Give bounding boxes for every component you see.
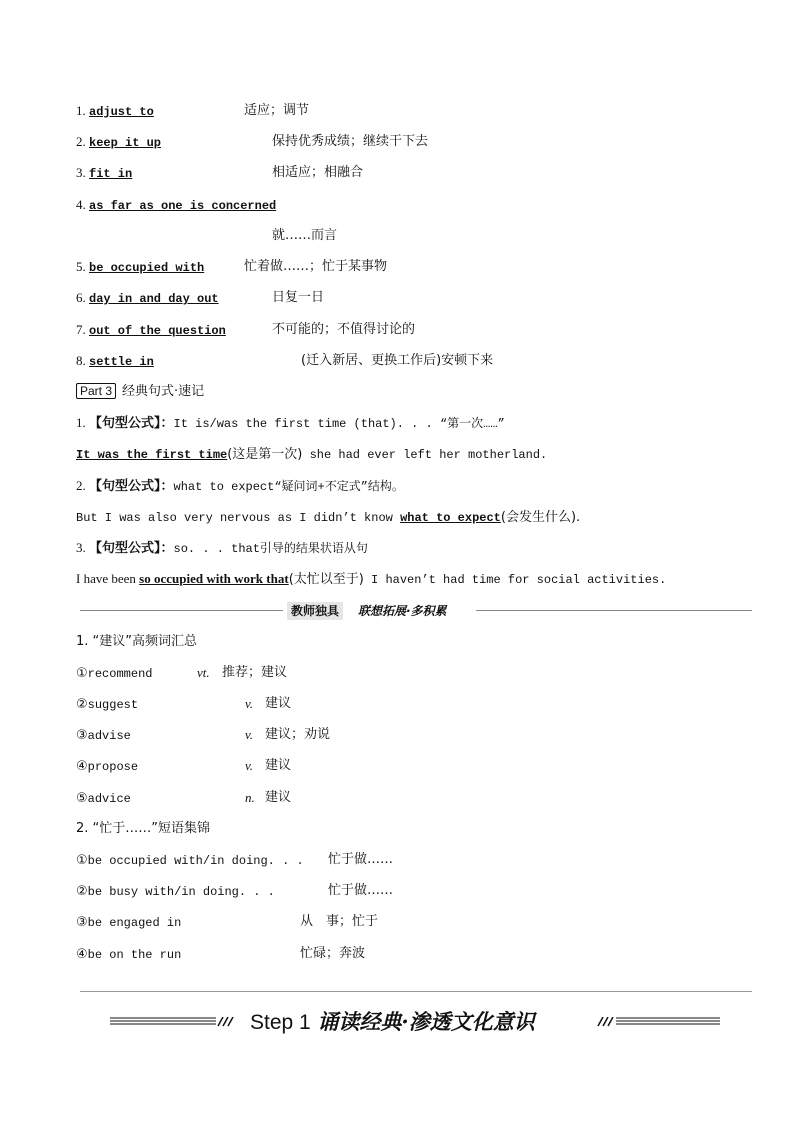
word-meaning: 推荐；建议 bbox=[222, 665, 288, 680]
step-label: Step 1 bbox=[250, 1011, 311, 1034]
part3-header bbox=[76, 382, 204, 401]
pattern-formula: 1. 【句型公式】：It is/was the first time (that). . . “第一次……” bbox=[76, 415, 505, 431]
phrase-meaning: 忙碌；奔波 bbox=[300, 946, 366, 961]
phrase-item: 8. settle in bbox=[76, 353, 154, 369]
phrase-text: out of the question bbox=[89, 324, 226, 338]
phrase-meaning: 适应；调节 bbox=[244, 103, 310, 118]
phrase-item: 5. be occupied with bbox=[76, 259, 205, 275]
part-of-speech: vt. bbox=[197, 665, 210, 680]
phrase-text: day in and day out bbox=[89, 292, 219, 306]
part-of-speech: v. bbox=[245, 696, 254, 711]
pattern-formula-text: so. . . that引导的结果状语从句 bbox=[173, 542, 368, 556]
list-item: ④be on the run bbox=[76, 947, 182, 962]
list-item: ⑤advice bbox=[76, 791, 131, 806]
list-item: ①recommend bbox=[76, 666, 153, 681]
part-badge: Part 3 bbox=[76, 383, 116, 399]
step-subtitle: 诵读经典·渗透文化意识 bbox=[317, 1009, 535, 1034]
teacher-label: 教师独具 bbox=[287, 602, 343, 620]
phrase-text: keep it up bbox=[89, 136, 162, 150]
phrase-text: fit in bbox=[89, 167, 133, 181]
divider-left bbox=[80, 610, 283, 611]
phrase-meaning: 忙于做…… bbox=[328, 883, 394, 898]
pattern-formula: 3. 【句型公式】：so. . . that引导的结果状语从句 bbox=[76, 540, 368, 556]
phrase-item: 7. out of the question bbox=[76, 322, 226, 338]
bottom-rule bbox=[80, 991, 752, 992]
word-meaning: 建议；劝说 bbox=[265, 727, 331, 742]
phrase-meaning: 不可能的；不值得讨论的 bbox=[272, 322, 416, 337]
pattern-key: It was the first time bbox=[76, 448, 228, 462]
section1-heading: 1. “建议”高频词汇总 bbox=[76, 634, 198, 649]
phrase-meaning: (迁入新居、更换工作后)安顿下来 bbox=[301, 353, 494, 368]
phrase-meaning: 就……而言 bbox=[272, 228, 338, 243]
stripes-right bbox=[596, 1017, 722, 1027]
part-of-speech: n. bbox=[245, 790, 255, 805]
phrase-meaning: 保持优秀成绩；继续干下去 bbox=[272, 134, 429, 149]
part-of-speech: v. bbox=[245, 758, 254, 773]
step-title bbox=[250, 1008, 535, 1037]
list-item: ①be occupied with/in doing. . . bbox=[76, 853, 304, 868]
phrase-item: 2. keep it up bbox=[76, 134, 162, 150]
phrase-meaning: 相适应；相融合 bbox=[272, 165, 364, 180]
word-meaning: 建议 bbox=[265, 758, 292, 773]
phrase-text: adjust to bbox=[89, 105, 154, 119]
pattern-example: It was the first time(这是第一次) she had ever left her motherland. bbox=[76, 447, 548, 462]
phrase-text: settle in bbox=[89, 355, 154, 369]
phrase-item: 3. fit in bbox=[76, 165, 133, 181]
pattern-label: 【句型公式】： bbox=[89, 479, 174, 494]
pattern-example: But I was also very nervous as I didn’t know what to expect(会发生什么). bbox=[76, 510, 581, 525]
divider-right bbox=[476, 610, 752, 611]
pattern-key: so occupied with work that bbox=[139, 571, 289, 586]
list-item: ②be busy with/in doing. . . bbox=[76, 884, 275, 899]
word-meaning: 建议 bbox=[265, 696, 292, 711]
phrase-text: as far as one is concerned bbox=[89, 199, 277, 213]
word-meaning: 建议 bbox=[265, 790, 292, 805]
section2-heading: 2. “忙于……”短语集锦 bbox=[76, 821, 211, 836]
list-item: ③advise bbox=[76, 728, 131, 743]
stripes-left bbox=[110, 1017, 236, 1027]
phrase-meaning: 从 事；忙于 bbox=[300, 914, 379, 929]
pattern-key: what to expect bbox=[400, 511, 501, 525]
part-title: 经典句式·速记 bbox=[122, 384, 205, 399]
part-of-speech: v. bbox=[245, 727, 254, 742]
pattern-formula-text: It is/was the first time (that). . . “第一次……” bbox=[173, 417, 505, 431]
phrase-text: be occupied with bbox=[89, 261, 205, 275]
list-item: ②suggest bbox=[76, 697, 139, 712]
phrase-item: 6. day in and day out bbox=[76, 290, 219, 306]
pattern-formula-text: what to expect“疑问词+不定式”结构。 bbox=[173, 480, 404, 494]
pattern-label: 【句型公式】： bbox=[89, 416, 174, 431]
phrase-meaning: 忙于做…… bbox=[328, 852, 394, 867]
pattern-label: 【句型公式】： bbox=[89, 541, 174, 556]
phrase-item: 4. as far as one is concerned bbox=[76, 197, 277, 213]
pattern-formula: 2. 【句型公式】：what to expect“疑问词+不定式”结构。 bbox=[76, 478, 404, 494]
pattern-example: I have been so occupied with work that(太忙以至于) I haven’t had time for social activities. bbox=[76, 571, 667, 587]
teacher-subtitle: 联想拓展·多积累 bbox=[358, 604, 447, 618]
phrase-meaning: 日复一日 bbox=[272, 290, 325, 305]
list-item: ④propose bbox=[76, 759, 139, 774]
phrase-item: 1. adjust to bbox=[76, 103, 154, 119]
list-item: ③be engaged in bbox=[76, 915, 182, 930]
phrase-meaning: 忙着做……；忙于某事物 bbox=[244, 259, 388, 274]
